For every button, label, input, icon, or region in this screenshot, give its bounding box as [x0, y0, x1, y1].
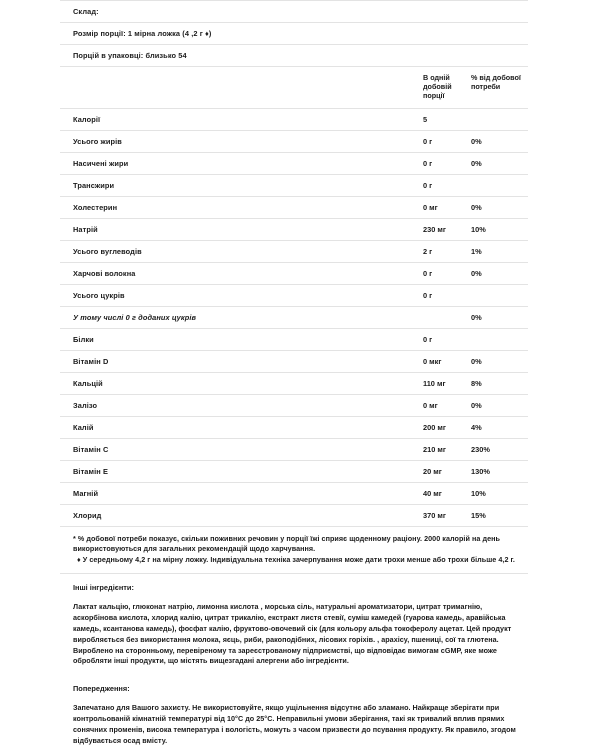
nutrient-daily-value: 10% [471, 218, 528, 240]
nutrient-daily-value [471, 328, 528, 350]
table-row [60, 196, 528, 218]
nutrient-amount: 0 г [423, 284, 471, 306]
nutrient-name: Усього жирів [60, 130, 423, 152]
nutrient-name: Харчові волокна [60, 262, 423, 284]
intro-row-supplement-facts: Склад: [73, 7, 99, 16]
nutrient-name: Трансжири [60, 174, 423, 196]
nutrient-daily-value: 130% [471, 460, 528, 482]
table-row [60, 262, 528, 284]
nutrient-daily-value: 0% [471, 394, 528, 416]
nutrient-amount: 2 г [423, 240, 471, 262]
table-row [60, 218, 528, 240]
nutrient-daily-value: 230% [471, 438, 528, 460]
nutrient-daily-value: 1% [471, 240, 528, 262]
nutrient-daily-value: 0% [471, 152, 528, 174]
nutrient-daily-value [471, 108, 528, 130]
nutrient-name: Кальцій [60, 372, 423, 394]
footnote-dagger: ♦ У середньому 4,2 г на мірну ложку. Індивідуальна техніка зачерпування може дати трохи менше або трохи більше 4,2 г. [77, 554, 515, 564]
nutrient-amount: 0 мг [423, 196, 471, 218]
nutrient-daily-value: 15% [471, 504, 528, 526]
nutrient-name: Калорії [60, 108, 423, 130]
nutrient-name: Холестерин [60, 196, 423, 218]
table-row [60, 306, 528, 328]
nutrient-name: Залізо [60, 394, 423, 416]
nutrient-amount: 0 г [423, 130, 471, 152]
warning-title: Попередження: [73, 684, 130, 694]
warning-section [60, 677, 528, 746]
nutrient-amount: 110 мг [423, 372, 471, 394]
nutrient-name: У тому числі 0 г доданих цукрів [60, 306, 423, 328]
warning-body: Запечатано для Вашого захисту. Не використовуйте, якщо ущільнення відсутнє або зламано. Найкраще зберігати при контрольованій кімнатній температурі від 10°C до 25°C. Неправильні умови зберігання, такі як тривалий вплив прямих сонячних променів, висока температура і вологість, можуть з часом призвести до псування продукту. Як правило, згодом відбувається осад вмісту. [73, 703, 516, 745]
footnote-asterisk: * % добової потреби показує, скільки поживних речовин у порції їжі сприяє щоденному раціону. 2000 калорій на день використовуються для загальних рекомендацій щодо харчування. [73, 533, 500, 554]
table-row [60, 482, 528, 504]
nutrient-name: Натрій [60, 218, 423, 240]
nutrient-daily-value [471, 174, 528, 196]
footnote-block [60, 527, 528, 574]
nutrient-name: Білки [60, 328, 423, 350]
header-cell-daily-value: % від добової потреби [471, 67, 528, 109]
intro-rows [60, 1, 528, 66]
nutrient-amount: 230 мг [423, 218, 471, 240]
table-row [60, 438, 528, 460]
nutrient-daily-value: 0% [471, 262, 528, 284]
table-row [60, 350, 528, 372]
nutrient-daily-value [471, 284, 528, 306]
nutrient-amount: 0 г [423, 174, 471, 196]
intro-row-servings-per-container: Порцій в упаковці: близько 54 [73, 51, 187, 60]
nutrient-name: Хлорид [60, 504, 423, 526]
other-ingredients-body: Лактат кальцію, глюконат натрію, лимонна кислота , морська сіль, натуральні ароматизатори, цитрат тримагнію, аскорбінова кислота, хлорид калію, цитрат трикалію, екстракт листя стевії, суміш камедей (гуарова камедь, аравійська камедь, ксантанова камедь), фосфат калію, фруктово-овочевий сік (для кольору альфа токоферолу ацетат. Цей продукт виробляється без використання молока, яєць, риби, ракоподібних, лісових горіхів. , арахісу, пшениці, сої та глютена. Вироблено на сторонньому, перевіреному та зареєстрованому підприємстві, що відповідає вимогам cGMP, яке може обробляти інші продукти, що містять вищезгадані алергени або інгредієнти. [73, 602, 512, 666]
nutrient-name: Вітамін Е [60, 460, 423, 482]
other-ingredients-title: Інші інгредієнти: [73, 583, 134, 593]
intro-row-serving-size: Розмір порції: 1 мірна ложка (4 ,2 г ♦) [73, 29, 212, 38]
supplement-facts-panel [60, 0, 528, 746]
nutrient-amount: 0 г [423, 328, 471, 350]
nutrient-amount: 5 [423, 108, 471, 130]
table-row [60, 460, 528, 482]
table-row [60, 240, 528, 262]
nutrient-daily-value: 0% [471, 196, 528, 218]
nutrient-daily-value: 10% [471, 482, 528, 504]
table-row [60, 328, 528, 350]
nutrient-amount: 370 мг [423, 504, 471, 526]
table-row [60, 130, 528, 152]
nutrition-table-body [60, 67, 528, 526]
nutrient-daily-value: 4% [471, 416, 528, 438]
table-row [60, 394, 528, 416]
nutrient-name: Усього цукрів [60, 284, 423, 306]
table-row [60, 284, 528, 306]
nutrient-daily-value: 0% [471, 130, 528, 152]
nutrient-amount: 0 г [423, 262, 471, 284]
header-cell-amount-per-serving: В одній добовій порції [423, 67, 471, 109]
nutrient-name: Насичені жири [60, 152, 423, 174]
nutrient-daily-value: 0% [471, 350, 528, 372]
table-row [60, 152, 528, 174]
header-cell-name [60, 67, 423, 109]
nutrient-amount [423, 306, 471, 328]
table-row [60, 108, 528, 130]
nutrient-amount: 40 мг [423, 482, 471, 504]
other-ingredients-section [60, 574, 528, 667]
nutrient-amount: 0 мг [423, 394, 471, 416]
section-spacer [60, 667, 528, 677]
table-row [60, 416, 528, 438]
nutrient-amount: 200 мг [423, 416, 471, 438]
nutrient-name: Вітамін D [60, 350, 423, 372]
nutrition-table [60, 66, 528, 526]
table-header-row [60, 67, 528, 109]
nutrient-daily-value: 0% [471, 306, 528, 328]
nutrient-name: Вітамін С [60, 438, 423, 460]
table-row [60, 174, 528, 196]
nutrient-amount: 210 мг [423, 438, 471, 460]
nutrient-name: Магній [60, 482, 423, 504]
nutrient-amount: 20 мг [423, 460, 471, 482]
table-row [60, 372, 528, 394]
nutrient-amount: 0 мкг [423, 350, 471, 372]
nutrient-name: Усього вуглеводів [60, 240, 423, 262]
nutrient-name: Калій [60, 416, 423, 438]
nutrient-daily-value: 8% [471, 372, 528, 394]
nutrient-amount: 0 г [423, 152, 471, 174]
table-row [60, 504, 528, 526]
